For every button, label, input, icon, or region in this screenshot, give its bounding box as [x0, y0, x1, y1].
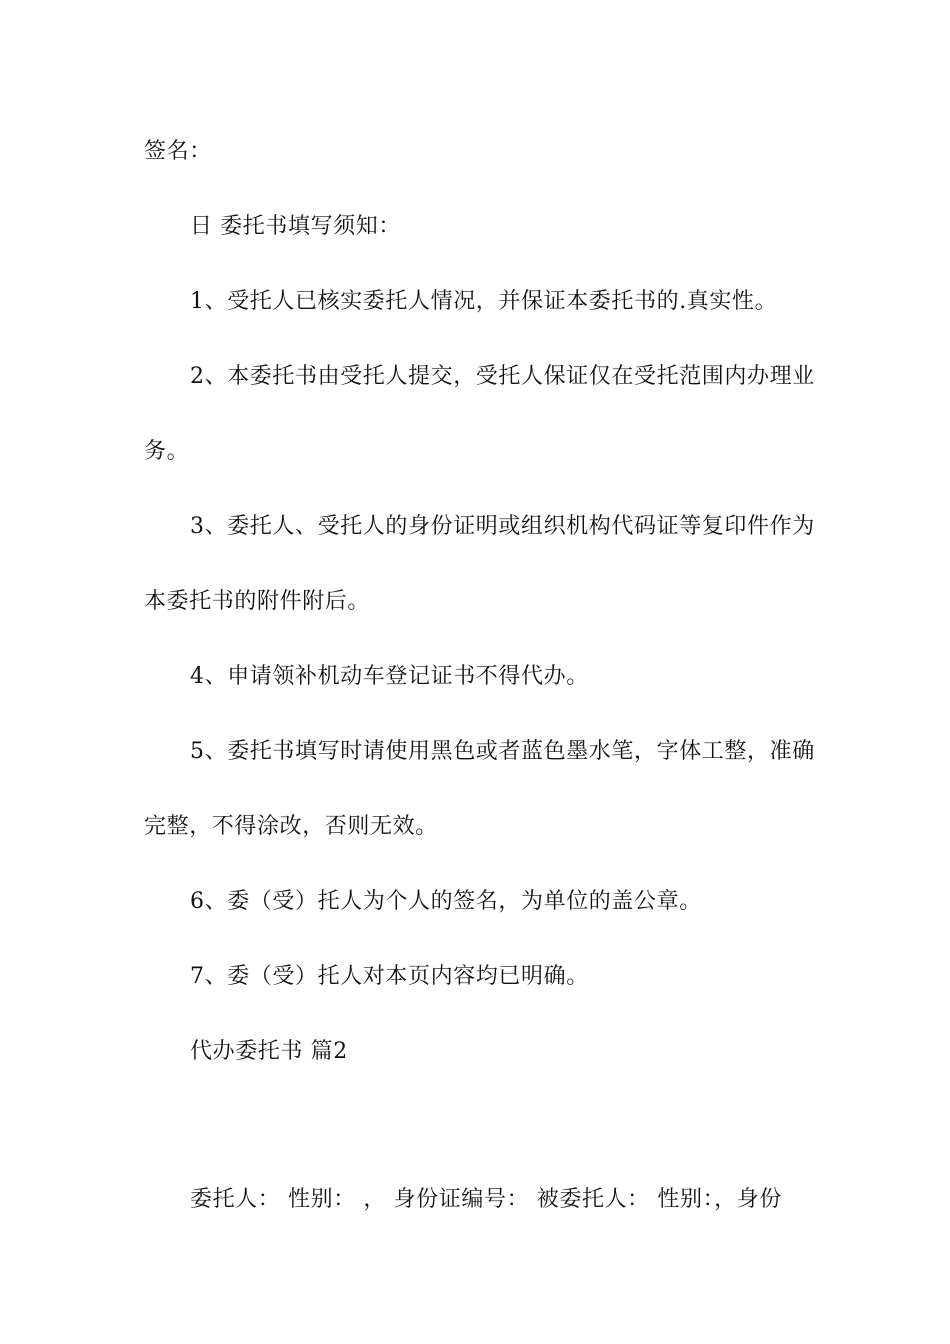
instruction-item-3-continued: 本委托书的附件附后。 [144, 589, 371, 614]
instruction-item-3: 3、委托人、受托人的身份证明或组织机构代码证等复印件作为 [190, 514, 815, 539]
instruction-item-4: 4、申请领补机动车登记证书不得代办。 [190, 664, 589, 689]
instruction-item-1: 1、受托人已核实委托人情况，并保证本委托书的.真实性。 [190, 289, 778, 314]
instruction-item-5-continued: 完整，不得涂改，否则无效。 [144, 814, 438, 839]
section-heading: 代办委托书 篇2 [190, 1039, 348, 1064]
instruction-item-7: 7、委（受）托人对本页内容均已明确。 [190, 964, 589, 989]
instruction-item-5: 5、委托书填写时请使用黑色或者蓝色墨水笔，字体工整，准确 [190, 739, 815, 764]
instruction-item-6: 6、委（受）托人为个人的签名，为单位的盖公章。 [190, 889, 702, 914]
principal-info-line: 委托人： 性别： ， 身份证编号： 被委托人： 性别：，身份 [190, 1187, 782, 1212]
instructions-heading: 日 委托书填写须知： [190, 214, 401, 239]
instruction-item-2-continued: 务。 [144, 439, 190, 464]
signature-label: 签名： [144, 139, 212, 164]
instruction-item-2: 2、本委托书由受托人提交，受托人保证仅在受托范围内办理业 [190, 364, 815, 389]
